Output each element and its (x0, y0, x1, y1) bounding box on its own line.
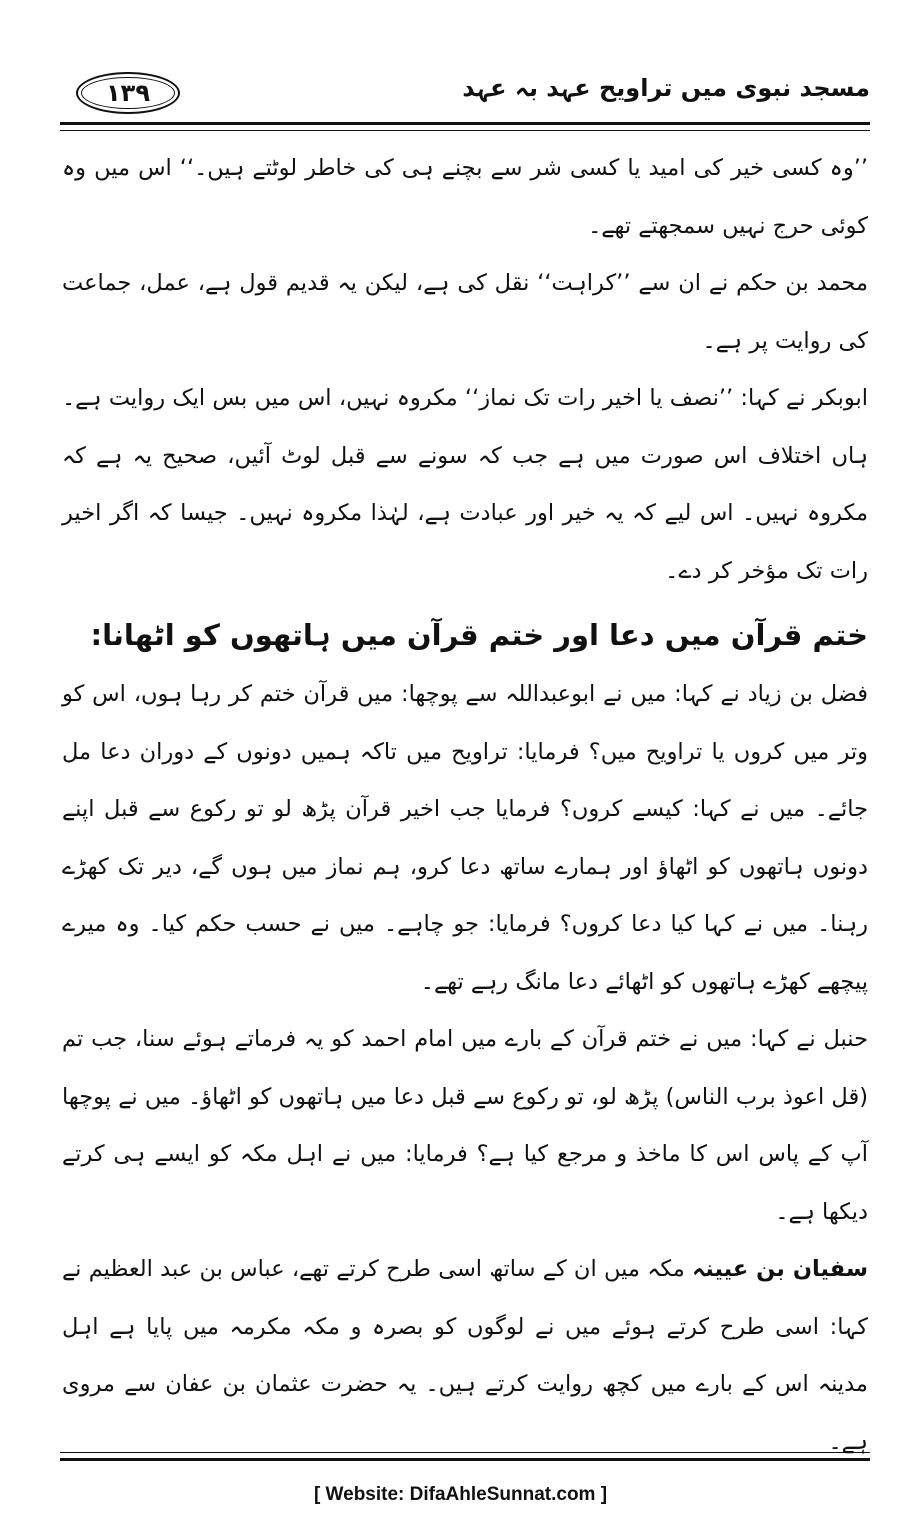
section-heading: ختم قرآن میں دعا اور ختم قرآن میں ہاتھوں کو اٹھانا: (90, 618, 868, 652)
page-number: ۱۳۹ (106, 79, 150, 107)
paragraph-1: ’’وہ کسی خیر کی امید یا کسی شر سے بچنے ہی کی خاطر لوٹتے ہیں۔‘‘ اس میں وہ کوئی حرج نہیں سمجھتے تھے۔ (62, 155, 868, 239)
final-paragraph (62, 1241, 868, 1471)
website-footer: [ Website: DifaAhleSunnat.com ] (313, 1484, 608, 1505)
page-number-badge (76, 72, 180, 114)
page-header (60, 70, 870, 118)
paragraph-3: ابوبکر نے کہا: ’’نصف یا اخیر رات تک نماز‘‘ مکروہ نہیں، اس میں بس ایک روایت ہے۔ ہاں اختلاف اس صورت میں ہے جب کہ سونے سے قبل لوٹ آئیں، صحیح یہ ہے کہ مکروہ نہیں۔ اس لیے کہ یہ خیر اور عبادت ہے، لہٰذا مکروہ نہیں۔ جیسا کہ اگر اخیر رات تک مؤخر کر دے۔ (62, 385, 868, 584)
final-paragraph-lead: سفیان بن عیینہ (692, 1256, 868, 1282)
section-paragraph-1: فضل بن زیاد نے کہا: میں نے ابوعبداللہ سے پوچھا: میں قرآن ختم کر رہا ہوں، اس کو وتر میں کروں یا تراویح میں؟ فرمایا: تراویح میں تاکہ ہمیں دونوں کے دوران دعا مل جائے۔ میں نے کہا: کیسے کروں؟ فرمایا جب اخیر قرآن پڑھ لو تو رکوع سے قبل اپنے دونوں ہاتھوں کو اٹھاؤ اور ہمارے ساتھ دعا کرو، ہم نماز میں ہوں گے، دیر تک کھڑے رہنا۔ میں نے کہا کیا دعا کروں؟ فرمایا: جو چاہے۔ میں نے حسب حکم کیا۔ وہ میرے پیچھے کھڑے ہاتھوں کو اٹھائے دعا مانگ رہے تھے۔ (62, 681, 868, 995)
section-paragraph-2: حنبل نے کہا: میں نے ختم قرآن کے بارے میں امام احمد کو یہ فرماتے ہوئے سنا، جب تم (قل اعوذ برب الناس) پڑھ لو، تو رکوع سے قبل دعا میں ہاتھوں کو اٹھاؤ۔ میں نے پوچھا آپ کے پاس اس کا ماخذ و مرجع کیا ہے؟ فرمایا: میں نے اہل مکہ کو ایسے ہی کرتے دیکھا ہے۔ (62, 1026, 868, 1225)
footer-rule (60, 1452, 870, 1461)
final-paragraph-rest: مکہ میں ان کے ساتھ اسی طرح کرتے تھے، عباس بن عبد العظیم نے کہا: اسی طرح کرتے ہوئے میں نے لوگوں کو بصرہ و مکہ مکرمہ میں پایا ہے اہل مدینہ اس کے بارے میں کچھ روایت کرتے ہیں۔ یہ حضرت عثمان بن عفان سے مروی ہے۔ (62, 1256, 868, 1455)
header-rule (60, 122, 870, 131)
page-body (62, 140, 868, 1471)
paragraph-2: محمد بن حکم نے ان سے ’’کراہت‘‘ نقل کی ہے، لیکن یہ قدیم قول ہے، عمل، جماعت کی روایت پر ہے۔ (62, 270, 868, 354)
running-title: مسجد نبوی میں تراویح عہد بہ عہد (462, 74, 870, 102)
